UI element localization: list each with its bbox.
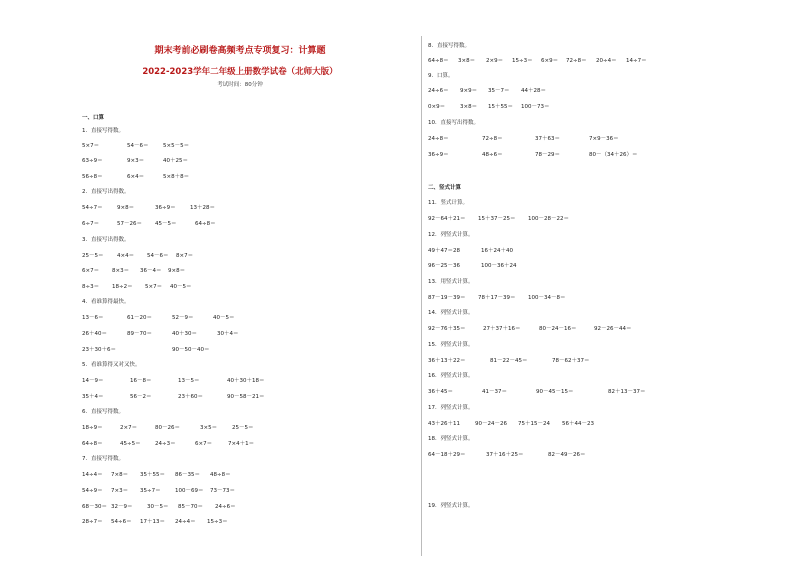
question-text: 6÷7＝ xyxy=(82,221,100,227)
question-text: 20÷4＝ xyxy=(596,58,617,64)
exam-subtitle: 2022-2023学年二年级上册数学试卷（北师大版） xyxy=(142,67,338,77)
question-text: 15．列竖式计算。 xyxy=(428,342,474,348)
question-text: 43＋26＋11 xyxy=(428,421,460,427)
question-text: 75＋15－24 xyxy=(518,421,550,427)
question-text: 6．直接写得数。 xyxy=(82,409,124,415)
question-text: 37＋16＋25＝ xyxy=(486,452,524,458)
question-text: 23＋30＋6＝ xyxy=(82,347,116,353)
question-text: 15÷3＝ xyxy=(512,58,533,64)
question-text: 44＋28＝ xyxy=(521,88,546,94)
question-text: 13－6＝ xyxy=(82,315,104,321)
question-text: 14÷4＝ xyxy=(82,472,103,478)
question-text: 54÷9＝ xyxy=(82,488,103,494)
question-text: 8．直接写得数。 xyxy=(428,43,470,49)
question-text: 7×3＝ xyxy=(111,488,129,494)
question-text: 92－26－44＝ xyxy=(594,326,632,332)
question-text: 96－25－36 xyxy=(428,263,460,269)
question-text: 11．竖式计算。 xyxy=(428,200,468,206)
question-text: 45－5＝ xyxy=(155,221,177,227)
question-text: 90－50－40＝ xyxy=(172,347,210,353)
question-text: 64－18＋29＝ xyxy=(428,452,466,458)
question-text: 90－24－26 xyxy=(475,421,507,427)
question-text: 78－62＋37＝ xyxy=(552,358,590,364)
question-text: 15＋55＝ xyxy=(488,104,513,110)
question-text: 24÷6＝ xyxy=(215,504,236,510)
question-text: 87－19－39＝ xyxy=(428,295,466,301)
question-text: 17＋13＝ xyxy=(140,519,165,525)
question-text: 57－26＝ xyxy=(117,221,142,227)
question-text: 56－2＝ xyxy=(130,394,152,400)
exam-title: 期末考前必刷卷高频考点专项复习：计算题 xyxy=(154,46,326,56)
question-text: 61－20＝ xyxy=(127,315,152,321)
question-text: 40＋25＝ xyxy=(163,158,188,164)
question-text: 36÷9＝ xyxy=(428,152,449,158)
question-text: 80－24－16＝ xyxy=(539,326,577,332)
question-text: 24÷3＝ xyxy=(155,441,176,447)
question-text: 36÷9＝ xyxy=(155,205,176,211)
question-text: 二、竖式计算 xyxy=(428,185,462,191)
question-text: 35÷7＝ xyxy=(140,488,161,494)
question-text: 15÷3＝ xyxy=(207,519,228,525)
question-text: 6×7＝ xyxy=(195,441,213,447)
question-text: 15＋37－25＝ xyxy=(478,216,516,222)
question-text: 45÷5＝ xyxy=(120,441,141,447)
question-text: 73－73＝ xyxy=(210,488,235,494)
question-text: 18．列竖式计算。 xyxy=(428,436,474,442)
question-text: 30＋4＝ xyxy=(217,331,239,337)
question-text: 0×9＝ xyxy=(428,104,446,110)
question-text: 32－9＝ xyxy=(111,504,133,510)
question-text: 35－7＝ xyxy=(488,88,510,94)
question-text: 64÷8＝ xyxy=(82,441,103,447)
question-text: 12．列竖式计算。 xyxy=(428,232,474,238)
question-text: 64÷8＝ xyxy=(195,221,216,227)
question-text: 54－6＝ xyxy=(127,143,149,149)
question-text: 35＋55＝ xyxy=(140,472,165,478)
question-text: 40＋30＋18＝ xyxy=(227,378,265,384)
question-text: 5×7＝ xyxy=(82,143,100,149)
question-text: 25－5＝ xyxy=(82,253,104,259)
question-text: 28÷7＝ xyxy=(82,519,103,525)
question-text: 35＋4＝ xyxy=(82,394,104,400)
question-text: 8÷3＝ xyxy=(82,284,100,290)
question-text: 86－35＝ xyxy=(175,472,200,478)
question-text: 82＋13－37＝ xyxy=(608,389,646,395)
question-text: 2×9＝ xyxy=(486,58,504,64)
question-text: 23＋60＝ xyxy=(178,394,203,400)
question-text: 6×4＝ xyxy=(127,174,145,180)
question-text: 18÷9＝ xyxy=(82,425,103,431)
question-text: 5×5－5＝ xyxy=(163,143,190,149)
question-text: 3．直接写出得数。 xyxy=(82,237,130,243)
question-text: 9×9＝ xyxy=(460,88,478,94)
question-text: 9×3＝ xyxy=(127,158,145,164)
question-text: 5．看谁算得又对又快。 xyxy=(82,362,141,368)
question-text: 13－5＝ xyxy=(178,378,200,384)
question-text: 3×8＝ xyxy=(460,104,478,110)
question-text: 1．直接写得数。 xyxy=(82,128,124,134)
question-text: 24÷8＝ xyxy=(428,136,449,142)
question-text: 14÷7＝ xyxy=(626,58,647,64)
question-text: 24÷4＝ xyxy=(175,519,196,525)
question-text: 9×8＝ xyxy=(117,205,135,211)
question-text: 100－36＋24 xyxy=(481,263,517,269)
question-text: 24÷6＝ xyxy=(428,88,449,94)
question-text: 100－73＝ xyxy=(521,104,550,110)
question-text: 56÷8＝ xyxy=(82,174,103,180)
question-text: 36－4＝ xyxy=(140,268,162,274)
question-text: 7×4＋1＝ xyxy=(228,441,255,447)
question-text: 4．看谁算得最快。 xyxy=(82,299,130,305)
question-text: 72÷8＝ xyxy=(566,58,587,64)
question-text: 2×7＝ xyxy=(120,425,138,431)
question-text: 7．直接写得数。 xyxy=(82,456,124,462)
question-text: 41－37＝ xyxy=(482,389,507,395)
question-text: 92－76＋35＝ xyxy=(428,326,466,332)
question-text: 54÷6＝ xyxy=(111,519,132,525)
question-text: 10．直接写出得数。 xyxy=(428,120,479,126)
question-text: 8×7＝ xyxy=(176,253,194,259)
question-text: 40＋30＝ xyxy=(172,331,197,337)
question-text: 80－（34＋26）＝ xyxy=(589,152,638,158)
question-text: 6×9＝ xyxy=(541,58,559,64)
question-text: 48÷6＝ xyxy=(482,152,503,158)
question-text: 6×7＝ xyxy=(82,268,100,274)
question-text: 27＋37＋16＝ xyxy=(483,326,521,332)
question-text: 9．口算。 xyxy=(428,73,454,79)
question-text: 100－28－22＝ xyxy=(528,216,569,222)
question-text: 一、口算 xyxy=(82,115,105,121)
question-text: 81－22－45＝ xyxy=(490,358,528,364)
exam-time: 考试时间：80分钟 xyxy=(217,82,263,88)
question-text: 14．列竖式计算。 xyxy=(428,310,474,316)
question-text: 54÷7＝ xyxy=(82,205,103,211)
question-text: 90－58－21＝ xyxy=(227,394,265,400)
question-text: 5×8＋8＝ xyxy=(163,174,190,180)
question-text: 3×8＝ xyxy=(458,58,476,64)
question-text: 16－8＝ xyxy=(130,378,152,384)
question-text: 18÷2＝ xyxy=(112,284,133,290)
question-text: 9×8＝ xyxy=(168,268,186,274)
question-text: 4×4＝ xyxy=(117,253,135,259)
question-text: 52－9＝ xyxy=(172,315,194,321)
question-text: 26＋40＝ xyxy=(82,331,107,337)
question-text: 64÷8＝ xyxy=(428,58,449,64)
question-text: 49＋47＝28 xyxy=(428,248,460,254)
question-text: 40－5＝ xyxy=(170,284,192,290)
question-text: 56＋44－23 xyxy=(562,421,594,427)
question-text: 80－26＝ xyxy=(155,425,180,431)
question-text: 82－49－26＝ xyxy=(548,452,586,458)
question-text: 40－5＝ xyxy=(213,315,235,321)
question-text: 72÷8＝ xyxy=(482,136,503,142)
question-text: 2．直接写出得数。 xyxy=(82,189,130,195)
question-text: 78＋17－39＝ xyxy=(478,295,516,301)
question-text: 13．用竖式计算。 xyxy=(428,279,474,285)
question-text: 8×3＝ xyxy=(112,268,130,274)
question-text: 78－29＝ xyxy=(535,152,560,158)
question-text: 63÷9＝ xyxy=(82,158,103,164)
question-text: 85－70＝ xyxy=(178,504,203,510)
question-text: 16．列竖式计算。 xyxy=(428,373,474,379)
question-text: 13＋28＝ xyxy=(190,205,215,211)
question-text: 36＋13＋22＝ xyxy=(428,358,466,364)
question-text: 100－34－8＝ xyxy=(528,295,566,301)
question-text: 7×9－36＝ xyxy=(589,136,619,142)
question-text: 48÷8＝ xyxy=(210,472,231,478)
question-text: 7×8＝ xyxy=(111,472,129,478)
question-text: 90－45－15＝ xyxy=(536,389,574,395)
question-text: 14－9＝ xyxy=(82,378,104,384)
question-text: 92－64＋21＝ xyxy=(428,216,466,222)
question-text: 19．列竖式计算。 xyxy=(428,503,474,509)
question-text: 36＋45＝ xyxy=(428,389,453,395)
question-text: 68－30＝ xyxy=(82,504,107,510)
column-divider xyxy=(421,36,422,556)
question-text: 25－5＝ xyxy=(232,425,254,431)
question-text: 30－5＝ xyxy=(147,504,169,510)
question-text: 3×5＝ xyxy=(200,425,218,431)
question-text: 37＋63＝ xyxy=(535,136,560,142)
question-text: 16＋24＋40 xyxy=(481,248,513,254)
question-text: 5×7＝ xyxy=(145,284,163,290)
question-text: 17．列竖式计算。 xyxy=(428,405,474,411)
question-text: 89－70＝ xyxy=(127,331,152,337)
question-text: 100－69＝ xyxy=(175,488,204,494)
question-text: 54－6＝ xyxy=(147,253,169,259)
